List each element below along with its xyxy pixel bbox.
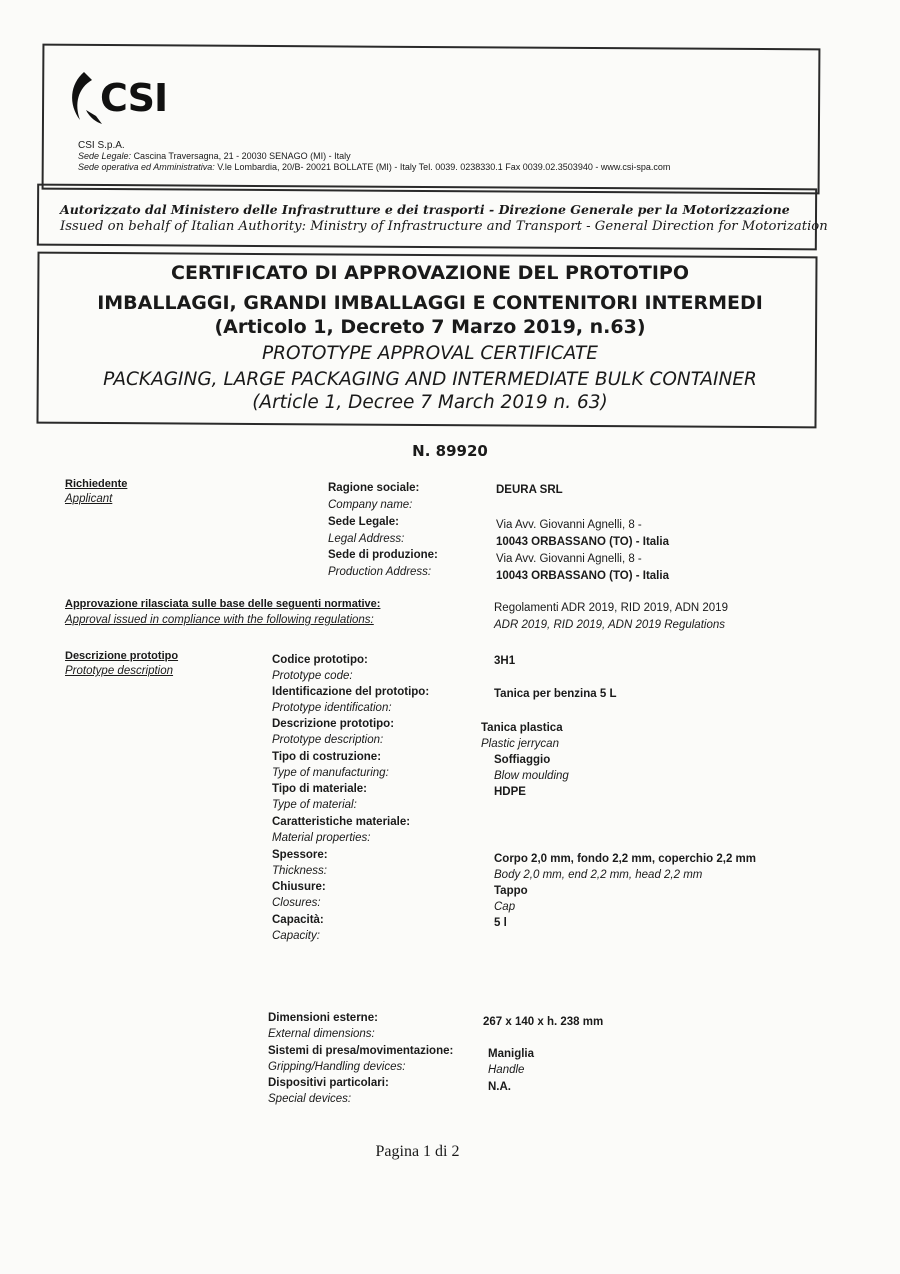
title-line-1: CERTIFICATO DI APPROVAZIONE DEL PROTOTIPO [171,262,689,284]
section-applicant-it: Richiedente [65,478,128,490]
production-address-value-1: Via Avv. Giovanni Agnelli, 8 - [496,553,642,565]
manufacturing-value-it: Soffiaggio [494,754,551,766]
dimensions-value: 267 x 140 x h. 238 mm [483,1016,604,1028]
handling-label-it: Sistemi di presa/movimentazione: [268,1045,454,1057]
company-info [78,140,670,173]
special-devices-value: N.A. [488,1081,511,1093]
legal-seat-label: Sede Legale: [78,151,132,161]
special-devices-label-it: Dispositivi particolari: [268,1077,389,1089]
prototype-desc-label-en: Prototype description: [272,734,384,746]
prototype-code-label-en: Prototype code: [272,670,353,682]
section-approval-en: Approval issued in compliance with the following regulations: [65,614,374,626]
legal-address-label-it: Sede Legale: [328,516,399,528]
dimensions-label-en: External dimensions: [268,1028,375,1040]
page-number: Pagina 1 di 2 [375,1143,460,1160]
section-applicant-en: Applicant [65,493,113,505]
section-prototype-en: Prototype description [65,665,174,677]
closures-label-it: Chiusure: [272,881,326,893]
material-props-label-en: Material properties: [272,832,371,844]
title-line-5: PACKAGING, LARGE PACKAGING AND INTERMEDIATE BULK CONTAINER [103,369,757,390]
material-props-label-it: Caratteristiche materiale: [272,816,411,828]
prototype-ident-label-en: Prototype identification: [272,702,392,714]
approval-value-it: Regolamenti ADR 2019, RID 2019, ADN 2019 [494,602,728,614]
company-label-en: Company name: [328,499,413,511]
capacity-label-it: Capacità: [272,914,324,926]
legal-seat: Cascina Traversagna, 21 - 20030 SENAGO (MI) - Italy [133,151,351,161]
legal-address-value-2: 10043 ORBASSANO (TO) - Italia [496,536,669,548]
company-value: DEURA SRL [496,484,563,496]
company-label-it: Ragione sociale: [328,482,420,494]
section-prototype-it: Descrizione prototipo [65,650,179,662]
prototype-desc-value-it: Tanica plastica [481,722,563,734]
closures-label-en: Closures: [272,897,321,909]
prototype-desc-value-en: Plastic jerrycan [481,738,559,750]
section-approval-it: Approvazione rilasciata sulle base delle seguenti normative: [65,598,381,610]
material-value: HDPE [494,786,526,798]
prototype-ident-label-it: Identificazione del prototipo: [272,686,430,698]
title-line-4: PROTOTYPE APPROVAL CERTIFICATE [262,343,598,364]
production-address-label-en: Production Address: [328,566,432,578]
capacity-value: 5 l [494,917,507,929]
handling-value-it: Maniglia [488,1048,535,1060]
manufacturing-value-en: Blow moulding [494,770,569,782]
operative-seat-line [78,162,670,173]
dimensions-label-it: Dimensioni esterne: [268,1012,378,1024]
operative-seat-label: Sede operativa ed Amministrativa: [78,162,215,172]
manufacturing-label-it: Tipo di costruzione: [272,751,382,763]
production-address-value-2: 10043 ORBASSANO (TO) - Italia [496,570,669,582]
handling-value-en: Handle [488,1064,525,1076]
title-line-6: (Article 1, Decree 7 March 2019 n. 63) [252,392,608,413]
thickness-value-en: Body 2,0 mm, end 2,2 mm, head 2,2 mm [494,869,703,881]
manufacturing-label-en: Type of manufacturing: [272,767,389,779]
company-name: CSI S.p.A. [78,140,125,151]
title-line-3: (Articolo 1, Decreto 7 Marzo 2019, n.63) [214,316,646,338]
production-address-label-it: Sede di produzione: [328,549,438,561]
legal-address-value-1: Via Avv. Giovanni Agnelli, 8 - [496,519,642,531]
logo-text: CSI [100,76,168,120]
prototype-ident-value: Tanica per benzina 5 L [494,688,617,700]
operative-seat: V.le Lombardia, 20/B- 20021 BOLLATE (MI) - Italy Tel. 0039. 0238330.1 Fax 0039.02.3503940 - www.csi-spa.com [217,162,671,172]
prototype-code-label-it: Codice prototipo: [272,654,368,666]
approval-value-en: ADR 2019, RID 2019, ADN 2019 Regulations [494,619,725,631]
capacity-label-en: Capacity: [272,930,320,942]
legal-address-label-en: Legal Address: [328,533,405,545]
certificate-number: N. 89920 [412,442,488,460]
closures-value-it: Tappo [494,885,528,897]
prototype-code-value: 3H1 [494,655,516,667]
thickness-value-it: Corpo 2,0 mm, fondo 2,2 mm, coperchio 2,2 mm [494,853,757,865]
closures-value-en: Cap [494,901,516,913]
prototype-desc-label-it: Descrizione prototipo: [272,718,395,730]
authority-box [37,184,817,251]
legal-seat-line [78,151,670,162]
material-label-en: Type of material: [272,799,357,811]
thickness-label-it: Spessore: [272,849,328,861]
title-line-2: IMBALLAGGI, GRANDI IMBALLAGGI E CONTENITORI INTERMEDI [97,292,763,314]
csi-logo [66,70,186,130]
handling-label-en: Gripping/Handling devices: [268,1061,406,1073]
thickness-label-en: Thickness: [272,865,327,877]
authority-english: Issued on behalf of Italian Authority: Ministry of Infrastructure and Transport - General Direction for Motorization [60,219,828,234]
authority-italian: Autorizzato dal Ministero delle Infrastrutture e dei trasporti - Direzione Generale per la Motorizzazione [60,202,790,217]
material-label-it: Tipo di materiale: [272,783,368,795]
special-devices-label-en: Special devices: [268,1093,352,1105]
